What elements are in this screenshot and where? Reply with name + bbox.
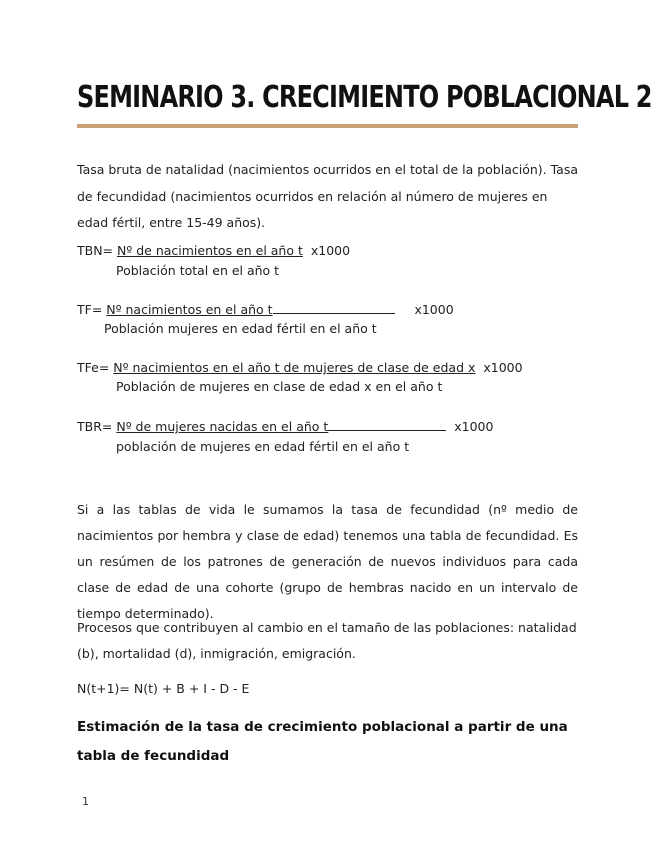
page-title: SEMINARIO 3. CRECIMIENTO POBLACIONAL 2 bbox=[77, 80, 652, 115]
formula-tbn-numerator: Nº de nacimientos en el año t bbox=[117, 243, 303, 258]
formula-tf-prefix: TF= bbox=[77, 302, 107, 317]
formula-tbr-prefix: TBR= bbox=[77, 419, 117, 434]
formula-tbr-numerator: Nº de mujeres nacidas en el año t bbox=[116, 419, 329, 434]
formula-tfe-numerator-line bbox=[77, 360, 523, 375]
formula-tfe-numerator: Nº nacimientos en el año t de mujeres de clase de edad x bbox=[113, 360, 476, 375]
formula-tf-denominator: Población mujeres en edad fértil en el año t bbox=[104, 321, 377, 336]
formula-tbn-prefix: TBN= bbox=[77, 243, 118, 258]
formula-tf-multiplier: x1000 bbox=[414, 302, 454, 317]
formula-tbr-denominator: población de mujeres en edad fértil en el año t bbox=[116, 439, 410, 454]
intro-paragraph: Tasa bruta de natalidad (nacimientos ocurridos en el total de la población). Tasa de fecundidad (nacimientos ocurridos en relación al número de mujeres en edad fértil, entre 15-49 años). bbox=[77, 162, 579, 230]
formula-tf-numerator: Nº nacimientos en el año t bbox=[106, 302, 273, 317]
processes-paragraph: Procesos que contribuyen al cambio en el tamaño de las poblaciones: natalidad (b), mortalidad (d), inmigración, emigración. bbox=[77, 620, 577, 661]
formula-tbr-numerator-line bbox=[77, 418, 493, 434]
population-equation: N(t+1)= N(t) + B + I - D - E bbox=[77, 681, 250, 696]
formula-tfe-denominator: Población de mujeres en clase de edad x en el año t bbox=[116, 379, 443, 394]
title-divider bbox=[77, 124, 578, 128]
formula-tfe-prefix: TFe= bbox=[77, 360, 114, 375]
fecundity-table-paragraph: Si a las tablas de vida le sumamos la tasa de fecundidad (nº medio de nacimientos por hembra y clase de edad) tenemos una tabla de fecundidad. Es un resúmen de los patrones de generación de nuevos individuos para cada clase de edad de una cohorte (grupo de hembras nacido en un intervalo de tiempo determinado). bbox=[77, 502, 578, 621]
formula-tbn-denominator: Población total en el año t bbox=[116, 263, 280, 278]
formula-tfe-multiplier: x1000 bbox=[483, 360, 523, 375]
formula-tf-fill-line bbox=[273, 301, 395, 314]
formula-tbn-multiplier: x1000 bbox=[310, 243, 351, 258]
formula-tbr-multiplier: x1000 bbox=[454, 419, 494, 434]
formula-tbn-numerator-line bbox=[77, 243, 350, 258]
formula-tbr-fill-line bbox=[328, 418, 446, 431]
formula-tf-numerator-line bbox=[77, 301, 454, 317]
section-heading: Estimación de la tasa de crecimiento poblacional a partir de una tabla de fecundidad bbox=[77, 719, 568, 764]
page-number: 1 bbox=[82, 795, 89, 808]
